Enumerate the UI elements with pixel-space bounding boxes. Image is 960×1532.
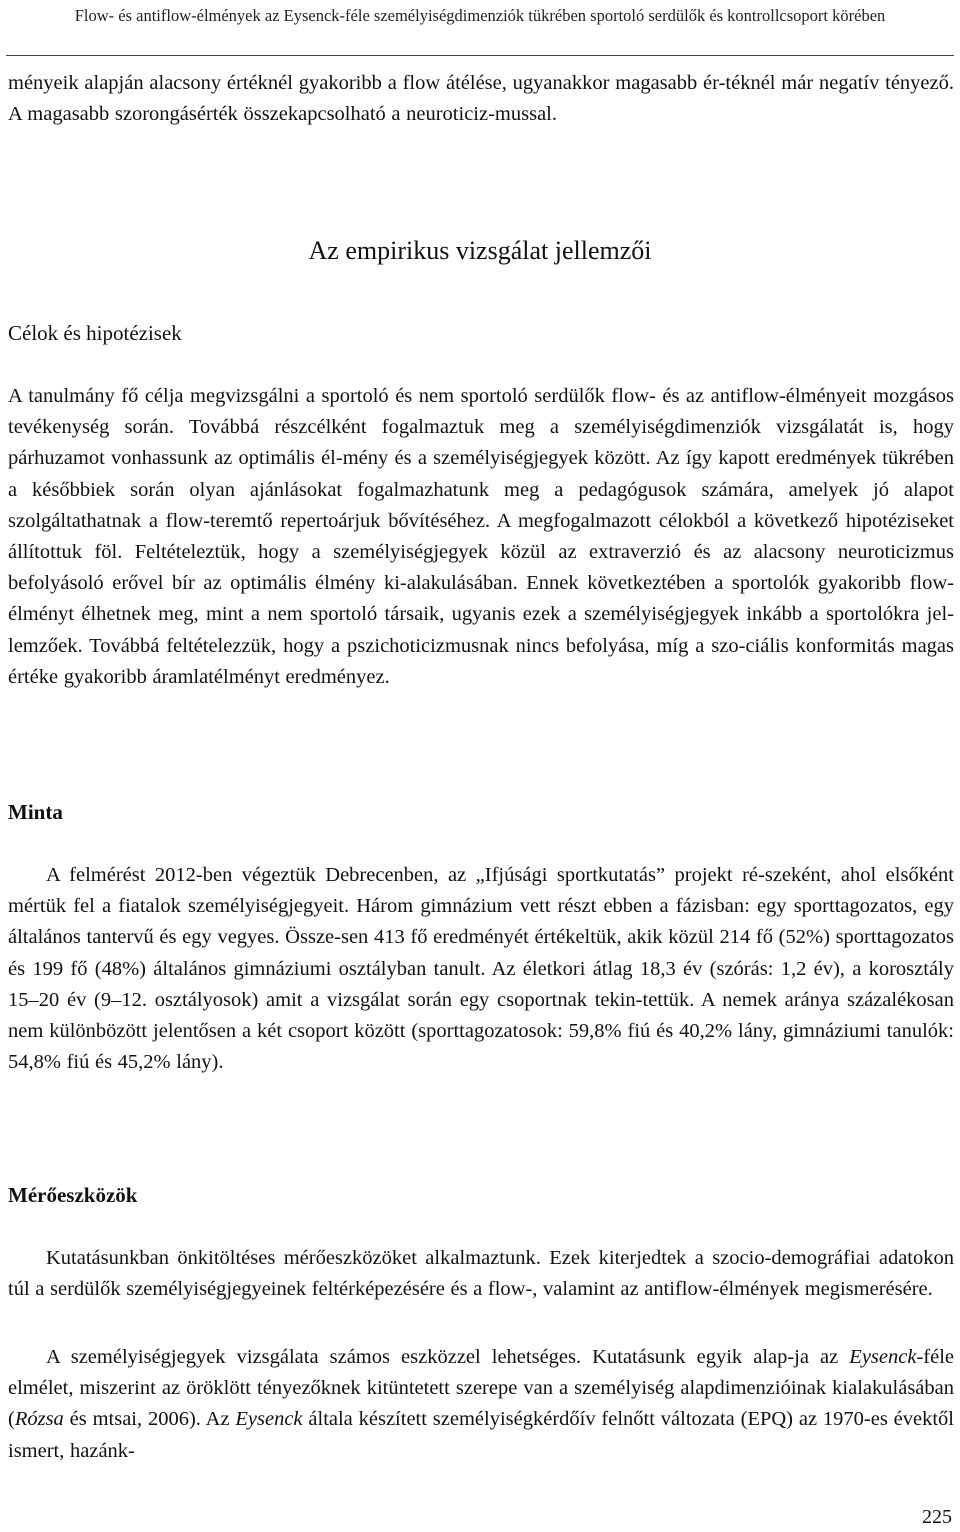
celok-paragraph: A tanulmány fő célja megvizsgálni a sportoló és nem sportoló serdülők flow- és az antiflow-élményeit mozgásos tevékenység során. Továbbá részcélként fogalmaztuk meg a személyiségdimenziók vizsgálatát is, hogy párhuzamot vonhassunk az optimális él-mény és a személyiségjegyek között. Az így kapott eredmények tükrében a későbbiek során olyan ajánlásokat fogalmazhatunk meg a pedagógusok számára, amelyek jó alapot szolgáltathatnak a flow-teremtő repertoárjuk bővítéséhez. A megfogalmazott célokból a következő hipotéziseket állítottuk föl. Feltételeztük, hogy a személyiségjegyek közül az extraverzió és az alacsony neuroticizmus befolyásoló erővel bír az optimális élmény ki-alakulásában. Ennek következtében a sportolók gyakoribb flow-élményt élhetnek meg, mint a nem sportoló társaik, ugyanis ezek a személyiségjegyek inkább a sportolókra jel-lemzőek. Továbbá feltételezzük, hogy a pszichoticizmusnak nincs befolyása, míg a szo-ciális konformitás magas értéke gyakoribb áramlatélményt eredményez. (8, 385, 954, 688)
section-title: Az empirikus vizsgálat jellemzői (308, 236, 652, 265)
meroeszkozok-heading: Mérőeszközök (8, 1183, 138, 1207)
author-name-eysenck: Eysenck (235, 1408, 303, 1431)
author-name-eysenck: Eysenck (849, 1346, 917, 1368)
text-run: A személyiségjegyek vizsgálata számos eszközzel lehetséges. Kutatásunk egyik alap-ja az (46, 1346, 850, 1368)
header-rule (6, 55, 954, 56)
meroeszkozok-paragraph-1: Kutatásunkban önkitöltéses mérőeszközöket alkalmaztunk. Ezek kiterjedtek a szocio-demográfiai adatokon túl a serdülők személyiségjegyeinek feltérképezésére és a flow-, valamint az antiflow-élmények megismerésére. (8, 1247, 954, 1301)
text-run: általa készített személyiségkérdőív felnőtt változata (EPQ) az 1970-es évektől ismert, hazánk- (8, 1408, 954, 1462)
meroeszkozok-paragraph-2 (8, 1342, 954, 1467)
author-name-rozsa: Rózsa (14, 1408, 64, 1431)
celok-heading: Célok és hipotézisek (8, 321, 182, 345)
minta-paragraph: A felmérést 2012-ben végeztük Debrecenben, az „Ifjúsági sportkutatás” projekt ré-szeként, ahol elsőként mértük fel a fiatalok személyiségjegyeit. Három gimnázium vett részt ebben a fázisban: egy sporttagozatos, egy általános tantervű és egy vegyes. Össze-sen 413 fő eredményét értékeltük, akik közül 214 fő (52%) sporttagozatos és 199 fő (48%) általános gimnáziumi osztályban tanult. Az életkori átlag 18,3 év (szórás: 1,2 év), a korosztály 15–20 év (9–12. osztályosok) amit a vizsgálat során egy csoportnak tekin-tettük. A nemek aránya százalékosan nem különbözött jelentősen a két csoport között (sporttagozatosok: 59,8% fiú és 40,2% lány, gimnáziumi tanulók: 54,8% fiú és 45,2% lány). (8, 864, 954, 1074)
text-run: -féle elmélet, miszerint az öröklött tényezőknek kitüntetett szerepe van a személyiség alapdimenzióinak kialakulásában ( (8, 1346, 954, 1431)
intro-continuation-paragraph: ményeik alapján alacsony értéknél gyakoribb a flow átélése, ugyanakkor magasabb ér-téknél már negatív tényező. A magasabb szorongásérték összekapcsolható a neuroticiz-mussal. (8, 72, 954, 126)
running-header: Flow- és antiflow-élmények az Eysenck-féle személyiségdimenziók tükrében sportoló serdülők és kontrollcsoport körében (74, 6, 886, 25)
page-number: 225 (922, 1506, 952, 1528)
minta-heading: Minta (8, 800, 63, 824)
text-run: és mtsai, 2006). Az (63, 1408, 236, 1431)
